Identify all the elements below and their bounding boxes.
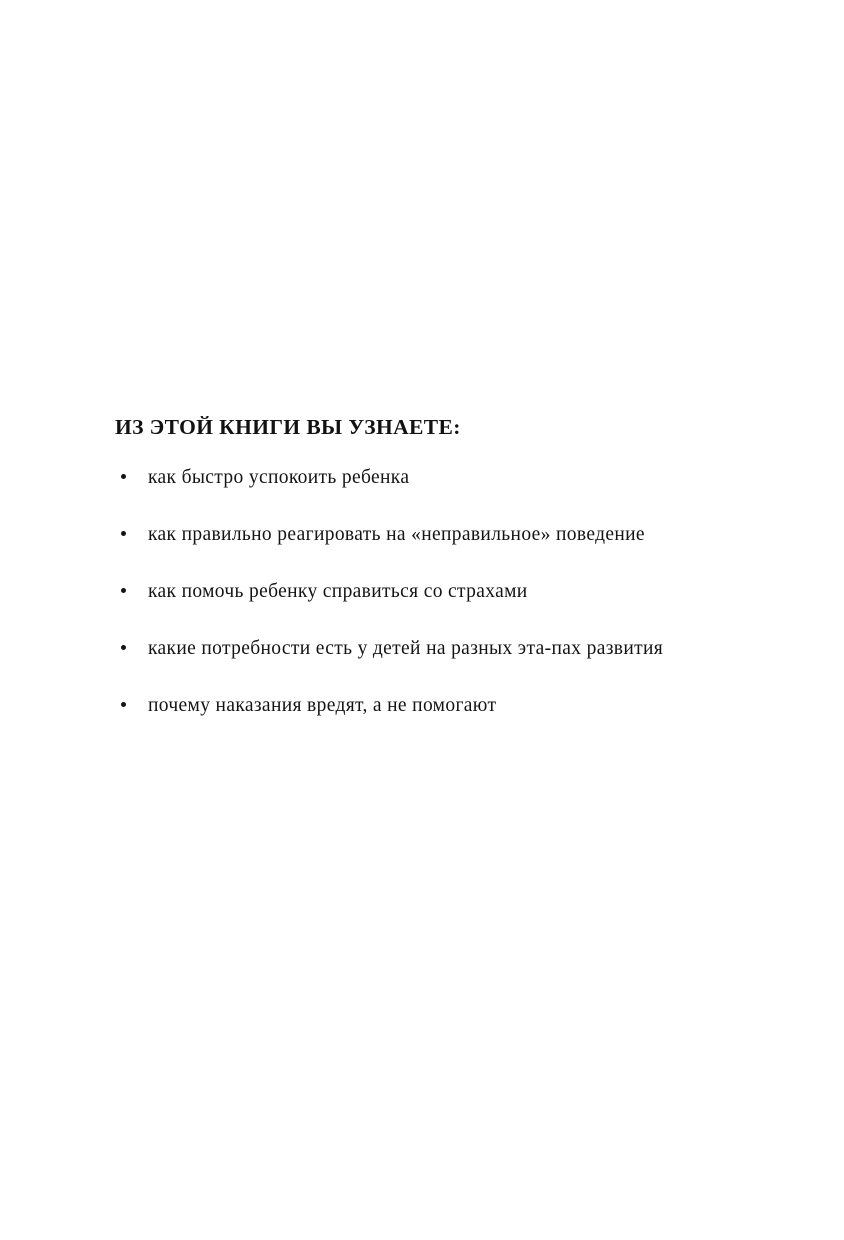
list-item-label: как быстро успокоить ребенка [148,467,410,488]
bullet-icon [121,702,126,707]
list-item [115,633,695,664]
list-item [115,519,695,550]
list-item-label: как правильно реагировать на «неправильное» поведение [148,524,645,545]
content-block [115,415,695,721]
list-item [115,690,695,721]
list-item-label: как помочь ребенку справиться со страхами [148,581,528,602]
list-item-label: какие потребности есть у детей на разных эта-пах развития [148,638,664,659]
list-item [115,576,695,607]
list-item-label: почему наказания вредят, а не помогают [148,695,497,716]
bullet-icon [121,531,126,536]
bullet-icon [121,645,126,650]
list-item [115,462,695,493]
bullet-icon [121,588,126,593]
benefits-list [115,462,695,721]
page-title: ИЗ ЭТОЙ КНИГИ ВЫ УЗНАЕТЕ: [115,415,461,439]
bullet-icon [121,474,126,479]
